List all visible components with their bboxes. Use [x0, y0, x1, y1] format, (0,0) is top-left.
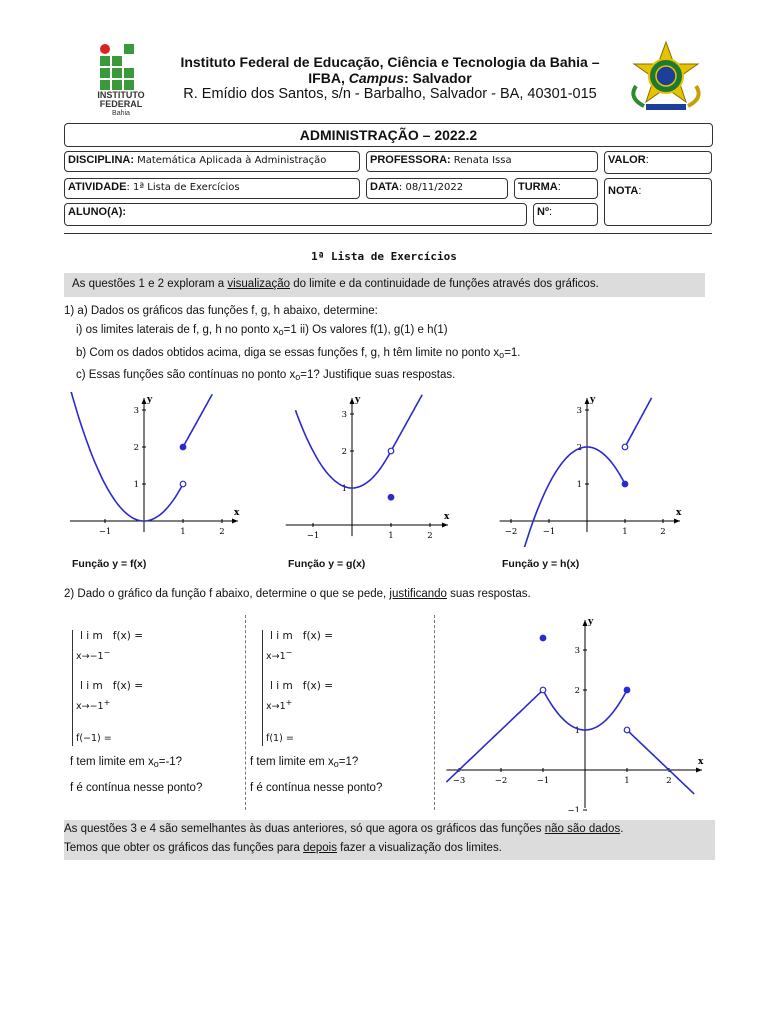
y-tick-label: 2 [341, 447, 347, 457]
caption-f: Função y = f(x) [72, 558, 147, 570]
aluno-field[interactable]: ALUNO(A): [64, 203, 527, 226]
continuity-question-right: f é contínua nesse ponto? [250, 782, 383, 794]
approach-right-1: x→1+ [266, 698, 293, 713]
limit-question-left: f tem limite em $x_o=-1$? [70, 756, 183, 769]
data-field: DATA: 08/11/2022 [366, 178, 508, 199]
x-tick-label: 2 [666, 776, 672, 786]
x-tick-label: −3 [452, 776, 466, 786]
limit-question-right: f tem limite em $x_o=1$? [250, 756, 359, 769]
closed-point [622, 481, 628, 487]
y-tick-label: 3 [574, 646, 580, 656]
logo-text-3: Bahia [112, 110, 130, 116]
x-tick-label: −1 [542, 527, 556, 537]
approach-left-minus1: x→−1− [76, 648, 111, 663]
x-axis-label: x [234, 508, 240, 518]
caption-h: Função y = h(x) [502, 558, 580, 570]
x-tick-label: 2 [219, 527, 225, 537]
q1-c: c) Essas funções são contínuas no ponto $x_o=1$? Justifique suas respostas. [76, 369, 456, 382]
y-tick-label: 3 [576, 406, 582, 416]
final-line-2: Temos que obter os gráficos das funções para depois fazer a visualização dos limites. [64, 842, 502, 854]
institution-name [150, 54, 630, 86]
y-axis-arrow [350, 398, 355, 404]
separator-1 [245, 615, 246, 810]
f-1-value: f(1) = [266, 733, 294, 744]
q2-text: 2) Dado o gráfico da função f abaixo, determine o que se pede, justificando suas respostas. [64, 588, 531, 600]
logo-text-2: FEDERAL [99, 99, 143, 109]
y-tick-label: 3 [133, 406, 139, 416]
brace-left [72, 630, 73, 746]
y-tick-label: 2 [133, 443, 139, 453]
divider [64, 233, 712, 234]
curve-1 [70, 392, 183, 521]
x-tick-label: −2 [504, 527, 518, 537]
closed-point [624, 687, 630, 693]
curve-1 [523, 447, 628, 547]
x-tick-label: 1 [180, 527, 186, 537]
q1-i: i) os limites laterais de f, g, h no ponto $x_o=1$ ii) Os valores f(1), g(1) e h(1) [76, 324, 448, 337]
y-tick-label: −1 [567, 806, 580, 812]
curve-2 [391, 395, 422, 451]
data-value: : 08/11/2022 [398, 182, 464, 193]
if-baiano-logo [92, 44, 150, 116]
x-tick-label: −1 [536, 776, 550, 786]
open-point [622, 444, 628, 450]
y-axis-label: y [355, 395, 361, 405]
professora-field: PROFESSORA: Renata Issa [366, 151, 598, 172]
institution-line1: Instituto Federal de Educação, Ciência e Tecnologia da Bahia – [180, 54, 600, 70]
x-axis-label: x [676, 508, 682, 518]
caption-g: Função y = g(x) [288, 558, 366, 570]
numero-field[interactable]: Nº: [533, 203, 598, 226]
institution-address: R. Emídio dos Santos, s/n - Barbalho, Salvador - BA, 40301-015 [183, 86, 597, 102]
lim-right-1: l i m f(x) = [270, 680, 334, 692]
curve-2 [625, 398, 652, 447]
x-axis-label: x [698, 757, 704, 767]
valor-field[interactable]: VALOR: [604, 151, 712, 174]
curve-2 [183, 394, 212, 447]
curve-1 [446, 690, 543, 782]
y-axis-arrow [142, 398, 147, 404]
f-neg1-value: f(−1) = [76, 733, 112, 744]
x-axis-arrow [674, 519, 680, 524]
approach-left-1: x→1− [266, 648, 293, 663]
y-axis-arrow [583, 620, 588, 626]
chart-g [284, 392, 454, 547]
y-axis-label: y [590, 395, 596, 405]
list-title: 1ª Lista de Exercícios [311, 250, 457, 263]
y-tick-label: 1 [341, 484, 347, 494]
open-point [624, 727, 630, 733]
curve-3 [627, 730, 694, 794]
y-tick-label: 2 [574, 686, 580, 696]
intro-band: As questões 1 e 2 exploram a visualização do limite e da continuidade de funções através dos gráficos. [64, 273, 705, 297]
disciplina-value: Matemática Aplicada à Administração [137, 155, 327, 166]
x-axis-arrow [442, 523, 448, 528]
y-tick-label: 1 [574, 726, 580, 736]
atividade-value: : 1ª Lista de Exercícios [126, 182, 240, 193]
x-tick-label: 1 [624, 776, 630, 786]
disciplina-field: DISCIPLINA: Matemática Aplicada à Administração [64, 151, 360, 172]
lim-right-minus1: l i m f(x) = [80, 680, 144, 692]
institution-line2: IFBA, Campus: Salvador [308, 70, 472, 86]
y-axis-arrow [585, 398, 590, 404]
closed-point [180, 444, 186, 450]
x-axis-label: x [444, 512, 450, 522]
final-band [64, 820, 715, 860]
q1-b: b) Com os dados obtidos acima, diga se essas funções f, g, h têm limite no ponto $x_o=1$. [76, 347, 521, 360]
x-tick-label: 1 [388, 531, 394, 541]
y-tick-label: 2 [576, 443, 582, 453]
x-tick-label: −1 [306, 531, 320, 541]
chart-f [64, 392, 244, 547]
lim-left-minus1: l i m f(x) = [80, 630, 144, 642]
y-axis-label: y [588, 617, 594, 627]
closed-point [540, 635, 546, 641]
open-point [388, 448, 394, 454]
open-point [180, 481, 186, 487]
nota-field[interactable]: NOTA: [604, 178, 712, 226]
continuity-question-left: f é contínua nesse ponto? [70, 782, 203, 794]
chart-q2 [440, 614, 708, 812]
closed-point [388, 494, 394, 500]
approach-right-minus1: x→−1+ [76, 698, 111, 713]
x-tick-label: 2 [427, 531, 433, 541]
course-title: ADMINISTRAÇÃO – 2022.2 [299, 127, 478, 143]
y-tick-label: 1 [576, 480, 582, 490]
chart-h [496, 392, 686, 547]
x-tick-label: −2 [494, 776, 508, 786]
open-point [540, 687, 546, 693]
x-tick-label: −1 [98, 527, 112, 537]
course-title-box [64, 123, 713, 147]
y-tick-label: 1 [133, 480, 139, 490]
lim-left-1: l i m f(x) = [270, 630, 334, 642]
atividade-field: ATIVIDADE: 1ª Lista de Exercícios [64, 178, 360, 199]
professora-value: Renata Issa [453, 155, 512, 166]
brazil-coat-of-arms [628, 40, 704, 116]
turma-field[interactable]: TURMA: [514, 178, 598, 199]
x-tick-label: 2 [660, 527, 666, 537]
x-axis-arrow [696, 768, 702, 773]
separator-2 [434, 615, 435, 810]
q1-a: 1) a) Dados os gráficos das funções f, g, h abaixo, determine: [64, 305, 378, 317]
x-tick-label: 1 [622, 527, 628, 537]
y-tick-label: 3 [341, 410, 347, 420]
logo-text-1: INSTITUTO [97, 90, 145, 100]
y-axis-label: y [147, 395, 153, 405]
brace-right [262, 630, 263, 746]
x-axis-arrow [232, 519, 238, 524]
final-line-1: As questões 3 e 4 são semelhantes às duas anteriores, só que agora os gráficos das funções não são dados. [64, 823, 624, 835]
